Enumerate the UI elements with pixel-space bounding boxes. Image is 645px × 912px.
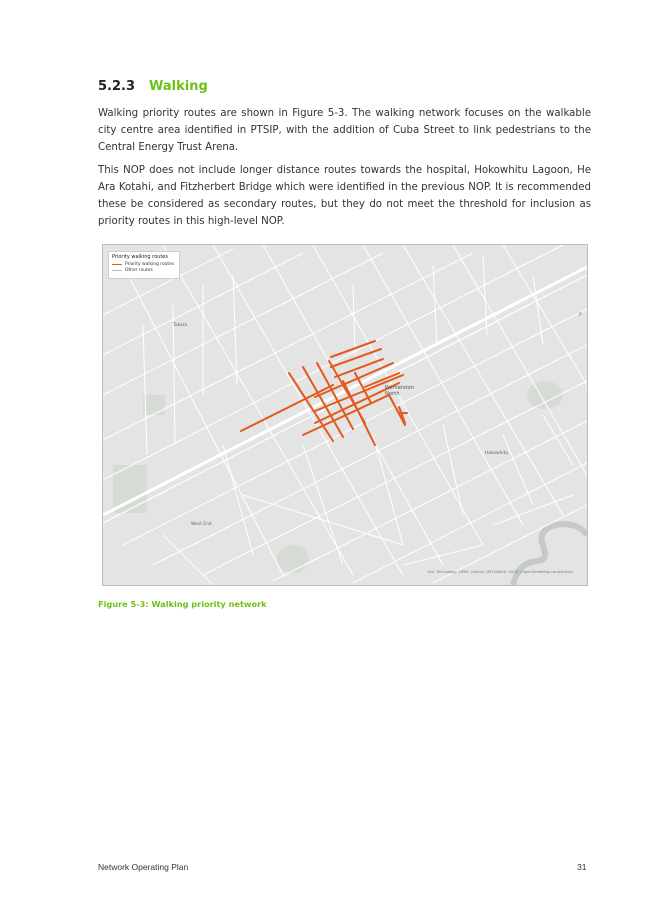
legend-item-other (112, 268, 176, 273)
paragraph-1: Walking priority routes are shown in Figure 5-3. The walking network focuses on the walkable city centre area identified in PTSIP, with the addition of Cuba Street to link pedestrians to the Central Energy Trust Arena. (98, 108, 591, 153)
map-canvas (103, 245, 587, 585)
legend-label-other: Other routes (125, 268, 153, 273)
legend-title: Priority walking routes (112, 254, 168, 260)
priority-route-segment (389, 395, 405, 425)
priority-walking-routes (241, 341, 407, 445)
map-label-city: Palmerston North (385, 385, 415, 397)
walking-network-map (102, 244, 588, 586)
main-roads (103, 267, 587, 575)
priority-route-swatch (112, 264, 122, 265)
map-legend (108, 251, 180, 279)
other-route-swatch (112, 270, 122, 271)
map-label-west-end: West End (191, 522, 212, 527)
park-area (527, 381, 563, 409)
legend-item-priority (112, 262, 176, 267)
priority-route-segment (241, 385, 333, 431)
section-heading (98, 79, 208, 94)
footer-document-title: Network Operating Plan (98, 862, 189, 872)
priority-route-segment (331, 341, 375, 357)
paragraph-2: This NOP does not include longer distance routes towards the hospital, Hokowhitu Lagoon, He Ara Kotahi, and Fitzherbert Bridge which were identified in the previous NOP. It is recommended these be considered as secondary routes, but they do not meet the threshold for inclusion as priority routes in this high-level NOP. (98, 165, 591, 227)
section-title: Walking (149, 79, 208, 94)
park-area (143, 395, 165, 415)
priority-route-segment (331, 349, 381, 367)
map-label-hokowhitu: Hokowhitu (485, 451, 509, 456)
section-number: 5.2.3 (98, 79, 136, 94)
footer-page-number: 31 (577, 862, 587, 872)
map-attribution: Esri, Technology, HERE, Garmin, METI/NASA, USGS | OpenStreetMap contributors (427, 570, 573, 574)
river (513, 524, 587, 585)
map-label-edge: P (579, 313, 582, 318)
map-label-takaro: Takaro (173, 323, 188, 328)
park-area (277, 545, 309, 573)
priority-route-segment (343, 381, 375, 445)
figure-caption: Figure 5-3: Walking priority network (98, 599, 267, 609)
legend-label-priority: Priority walking routes (125, 262, 175, 267)
